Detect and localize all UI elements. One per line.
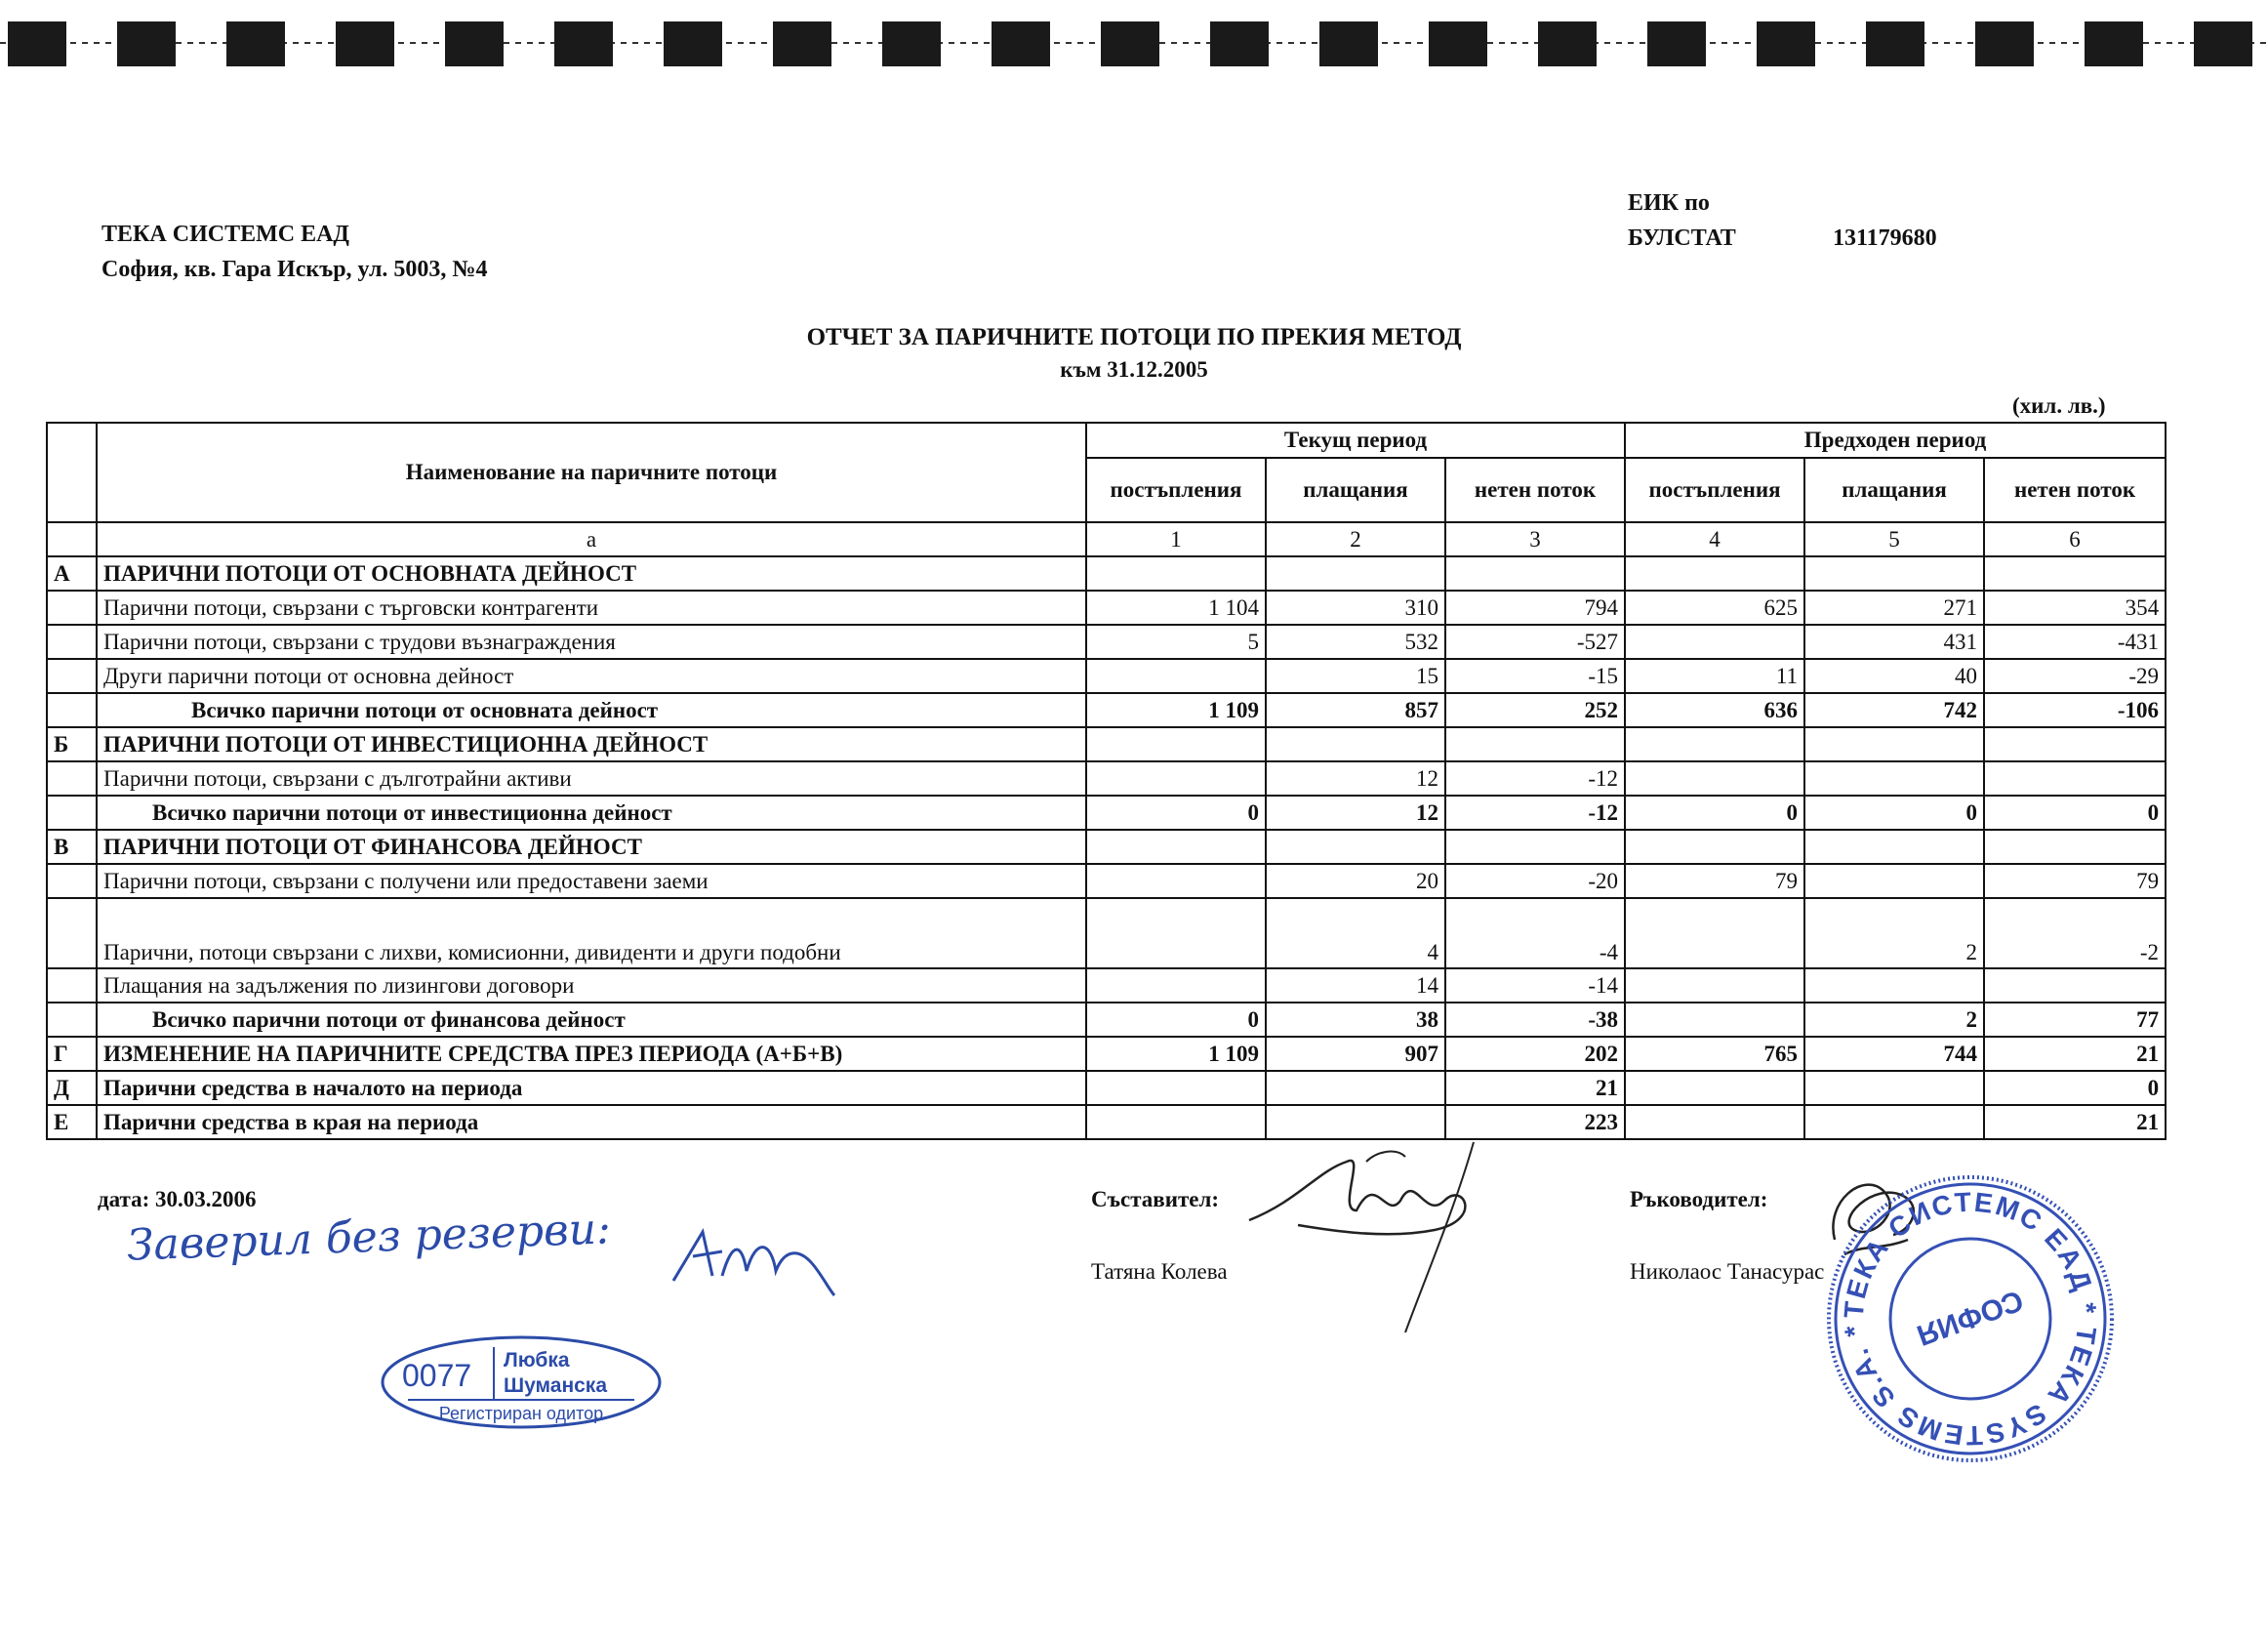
header-code-cell [47,423,97,522]
index-cell: 2 [1266,522,1445,556]
binding-hole [1647,21,1706,66]
value-cell: 2 [1804,1003,1984,1037]
value-cell: 2 [1804,898,1984,968]
value-cell: 12 [1266,761,1445,796]
value-cell: 0 [1086,796,1266,830]
table-row [47,968,2166,1003]
index-row [47,522,2166,556]
value-cell: -431 [1984,625,2166,659]
value-cell: 20 [1266,864,1445,898]
value-cell: 15 [1266,659,1445,693]
header-col-out: плащания [1266,458,1445,522]
value-cell [1445,830,1625,864]
value-cell [1804,727,1984,761]
index-cell [47,522,97,556]
value-cell: 431 [1804,625,1984,659]
value-cell: -106 [1984,693,2166,727]
index-cell: 1 [1086,522,1266,556]
index-cell: а [97,522,1086,556]
head-name: Николаос Танасурас [1630,1259,1825,1284]
value-cell: 5 [1086,625,1266,659]
row-code [47,968,97,1003]
value-cell: -12 [1445,796,1625,830]
table-row [47,659,2166,693]
value-cell: 40 [1804,659,1984,693]
value-cell: 38 [1266,1003,1445,1037]
value-cell [1804,556,1984,591]
header-name: Наименование на паричните потоци [97,423,1086,522]
header-col-net-prev: нетен поток [1984,458,2166,522]
value-cell [1086,830,1266,864]
binding-holes [0,0,2268,78]
table-row [47,830,2166,864]
table-row [47,796,2166,830]
company-address: София, кв. Гара Искър, ул. 5003, №4 [101,257,488,282]
value-cell [1984,556,2166,591]
row-code [47,864,97,898]
value-cell [1984,727,2166,761]
value-cell [1266,556,1445,591]
value-cell [1086,898,1266,968]
value-cell: 354 [1984,591,2166,625]
value-cell: -527 [1445,625,1625,659]
row-code: Е [47,1105,97,1139]
value-cell [1086,761,1266,796]
binding-hole [1538,21,1597,66]
row-label: Парични потоци, свързани с дълготрайни активи [97,761,1086,796]
table-row [47,1071,2166,1105]
value-cell: 310 [1266,591,1445,625]
value-cell: 907 [1266,1037,1445,1071]
company-block [101,217,488,287]
value-cell: 0 [1804,796,1984,830]
value-cell [1804,864,1984,898]
header-col-net: нетен поток [1445,458,1625,522]
row-code: В [47,830,97,864]
table-row [47,625,2166,659]
eik-label-1: ЕИК по [1628,190,1710,216]
value-cell: 1 109 [1086,693,1266,727]
report-date: дата: 30.03.2006 [98,1187,257,1211]
row-label: Парични, потоци свързани с лихви, комисионни, дивиденти и други подобни [97,898,1086,968]
value-cell [1984,968,2166,1003]
value-cell: 202 [1445,1037,1625,1071]
table-row [47,761,2166,796]
value-cell: 11 [1625,659,1804,693]
value-cell: 0 [1625,796,1804,830]
value-cell [1804,1105,1984,1139]
units-label: (хил. лв.) [2012,393,2106,418]
svg-text:0077: 0077 [402,1358,472,1393]
value-cell: 14 [1266,968,1445,1003]
binding-hole [882,21,941,66]
value-cell [1266,830,1445,864]
binding-hole [554,21,613,66]
value-cell [1625,1105,1804,1139]
binding-hole [1210,21,1269,66]
value-cell: 1 109 [1086,1037,1266,1071]
compiler-name: Татяна Колева [1091,1259,1228,1284]
value-cell [1625,898,1804,968]
report-subtitle: към 31.12.2005 [1060,357,1208,382]
head-label: Ръководител: [1630,1187,1768,1211]
row-label: Парични потоци, свързани с трудови възнаграждения [97,625,1086,659]
table-row [47,591,2166,625]
row-label: ПАРИЧНИ ПОТОЦИ ОТ ОСНОВНАТА ДЕЙНОСТ [97,556,1086,591]
value-cell: -20 [1445,864,1625,898]
value-cell: 625 [1625,591,1804,625]
eik-block [1628,185,1937,256]
binding-hole [773,21,831,66]
header-previous-period: Предходен период [1625,423,2166,458]
binding-hole [445,21,504,66]
row-label: Парични средства в началото на периода [97,1071,1086,1105]
binding-hole [8,21,66,66]
value-cell: -14 [1445,968,1625,1003]
value-cell [1086,864,1266,898]
value-cell [1625,761,1804,796]
binding-hole [1975,21,2034,66]
row-code [47,796,97,830]
value-cell: 532 [1266,625,1445,659]
value-cell: -29 [1984,659,2166,693]
header-col-in: постъпления [1086,458,1266,522]
value-cell [1984,761,2166,796]
value-cell: 765 [1625,1037,1804,1071]
table-row [47,1003,2166,1037]
value-cell [1086,659,1266,693]
value-cell: 636 [1625,693,1804,727]
binding-hole [664,21,722,66]
row-code [47,591,97,625]
row-label: Парични средства в края на периода [97,1105,1086,1139]
value-cell [1625,1071,1804,1105]
table-row [47,556,2166,591]
value-cell: 79 [1984,864,2166,898]
value-cell: 742 [1804,693,1984,727]
compiler-label: Съставител: [1091,1187,1220,1211]
value-cell [1445,556,1625,591]
svg-text:ТЕКА СИСТЕМС ЕАД * ТЕКА SYSTEM: ТЕКА СИСТЕМС ЕАД * ТЕКА SYSTEMS S.A. * [1838,1186,2103,1452]
header-col-in-prev: постъпления [1625,458,1804,522]
value-cell: 21 [1445,1071,1625,1105]
report-title-block [0,320,2268,385]
binding-hole [1319,21,1378,66]
report-title: ОТЧЕТ ЗА ПАРИЧНИТЕ ПОТОЦИ ПО ПРЕКИЯ МЕТОД [806,324,1462,350]
svg-text:Регистриран одитор: Регистриран одитор [438,1404,604,1423]
binding-hole [1757,21,1815,66]
value-cell: 744 [1804,1037,1984,1071]
value-cell: 223 [1445,1105,1625,1139]
value-cell [1086,968,1266,1003]
table-row [47,1105,2166,1139]
row-label: Всичко парични потоци от инвестиционна дейност [97,796,1086,830]
handwritten-note: Заверил без резерви: [126,1204,612,1271]
row-label: ИЗМЕНЕНИЕ НА ПАРИЧНИТЕ СРЕДСТВА ПРЕЗ ПЕРИОДА (А+Б+В) [97,1037,1086,1071]
value-cell: -12 [1445,761,1625,796]
svg-text:Шуманска: Шуманска [504,1374,607,1397]
value-cell [1804,830,1984,864]
binding-hole [992,21,1050,66]
eik-number: 131179680 [1833,225,1937,251]
value-cell [1625,968,1804,1003]
index-cell: 3 [1445,522,1625,556]
value-cell [1266,1071,1445,1105]
value-cell [1625,556,1804,591]
row-code [47,898,97,968]
row-code: Б [47,727,97,761]
table-row [47,727,2166,761]
binding-hole [117,21,176,66]
value-cell: 252 [1445,693,1625,727]
row-code: А [47,556,97,591]
value-cell: 21 [1984,1037,2166,1071]
binding-hole [336,21,394,66]
compiler-signature [1239,1132,1532,1337]
value-cell: 0 [1984,796,2166,830]
index-cell: 6 [1984,522,2166,556]
value-cell [1086,727,1266,761]
value-cell [1984,830,2166,864]
value-cell: 857 [1266,693,1445,727]
value-cell: 21 [1984,1105,2166,1139]
value-cell: 4 [1266,898,1445,968]
value-cell [1086,556,1266,591]
value-cell [1266,727,1445,761]
value-cell: 77 [1984,1003,2166,1037]
table-row [47,693,2166,727]
index-cell: 5 [1804,522,1984,556]
binding-hole [1429,21,1487,66]
value-cell [1625,625,1804,659]
svg-text:Любка: Любка [504,1349,570,1372]
header-current-period: Текущ период [1086,423,1625,458]
row-code: Д [47,1071,97,1105]
table-row [47,898,2166,968]
value-cell: 0 [1086,1003,1266,1037]
value-cell: 12 [1266,796,1445,830]
value-cell: -15 [1445,659,1625,693]
auditor-stamp [379,1333,664,1431]
table-row [47,1037,2166,1071]
value-cell: -2 [1984,898,2166,968]
row-label: Плащания на задължения по лизингови договори [97,968,1086,1003]
table-row [47,864,2166,898]
binding-hole [2085,21,2143,66]
row-label: Всичко парични потоци от финансова дейност [97,1003,1086,1037]
row-code [47,659,97,693]
row-label: Парични потоци, свързани с получени или предоставени заеми [97,864,1086,898]
value-cell: -4 [1445,898,1625,968]
value-cell [1804,1071,1984,1105]
company-name: ТЕКА СИСТЕМС ЕАД [101,222,349,247]
row-code [47,693,97,727]
cashflow-table [46,422,2167,1140]
header-col-out-prev: плащания [1804,458,1984,522]
value-cell [1804,968,1984,1003]
binding-hole [226,21,285,66]
eik-label-2: БУЛСТАТ [1628,225,1736,251]
index-cell: 4 [1625,522,1804,556]
value-cell [1086,1071,1266,1105]
value-cell [1625,830,1804,864]
value-cell: -38 [1445,1003,1625,1037]
value-cell [1804,761,1984,796]
row-code [47,625,97,659]
binding-hole [1866,21,1924,66]
binding-hole [1101,21,1159,66]
value-cell: 0 [1984,1071,2166,1105]
row-code: Г [47,1037,97,1071]
binding-hole [2194,21,2252,66]
value-cell [1445,727,1625,761]
row-code [47,1003,97,1037]
row-label: ПАРИЧНИ ПОТОЦИ ОТ ФИНАНСОВА ДЕЙНОСТ [97,830,1086,864]
value-cell: 794 [1445,591,1625,625]
row-code [47,761,97,796]
value-cell [1625,727,1804,761]
value-cell: 271 [1804,591,1984,625]
company-seal [1823,1171,2118,1466]
svg-text:СОФИЯ: СОФИЯ [1912,1283,2028,1352]
row-label: Други парични потоци от основна дейност [97,659,1086,693]
auditor-signature [664,1222,839,1300]
row-label: Всичко парични потоци от основната дейност [97,693,1086,727]
row-label: ПАРИЧНИ ПОТОЦИ ОТ ИНВЕСТИЦИОННА ДЕЙНОСТ [97,727,1086,761]
value-cell [1625,1003,1804,1037]
row-label: Парични потоци, свързани с търговски контрагенти [97,591,1086,625]
value-cell: 1 104 [1086,591,1266,625]
value-cell: 79 [1625,864,1804,898]
